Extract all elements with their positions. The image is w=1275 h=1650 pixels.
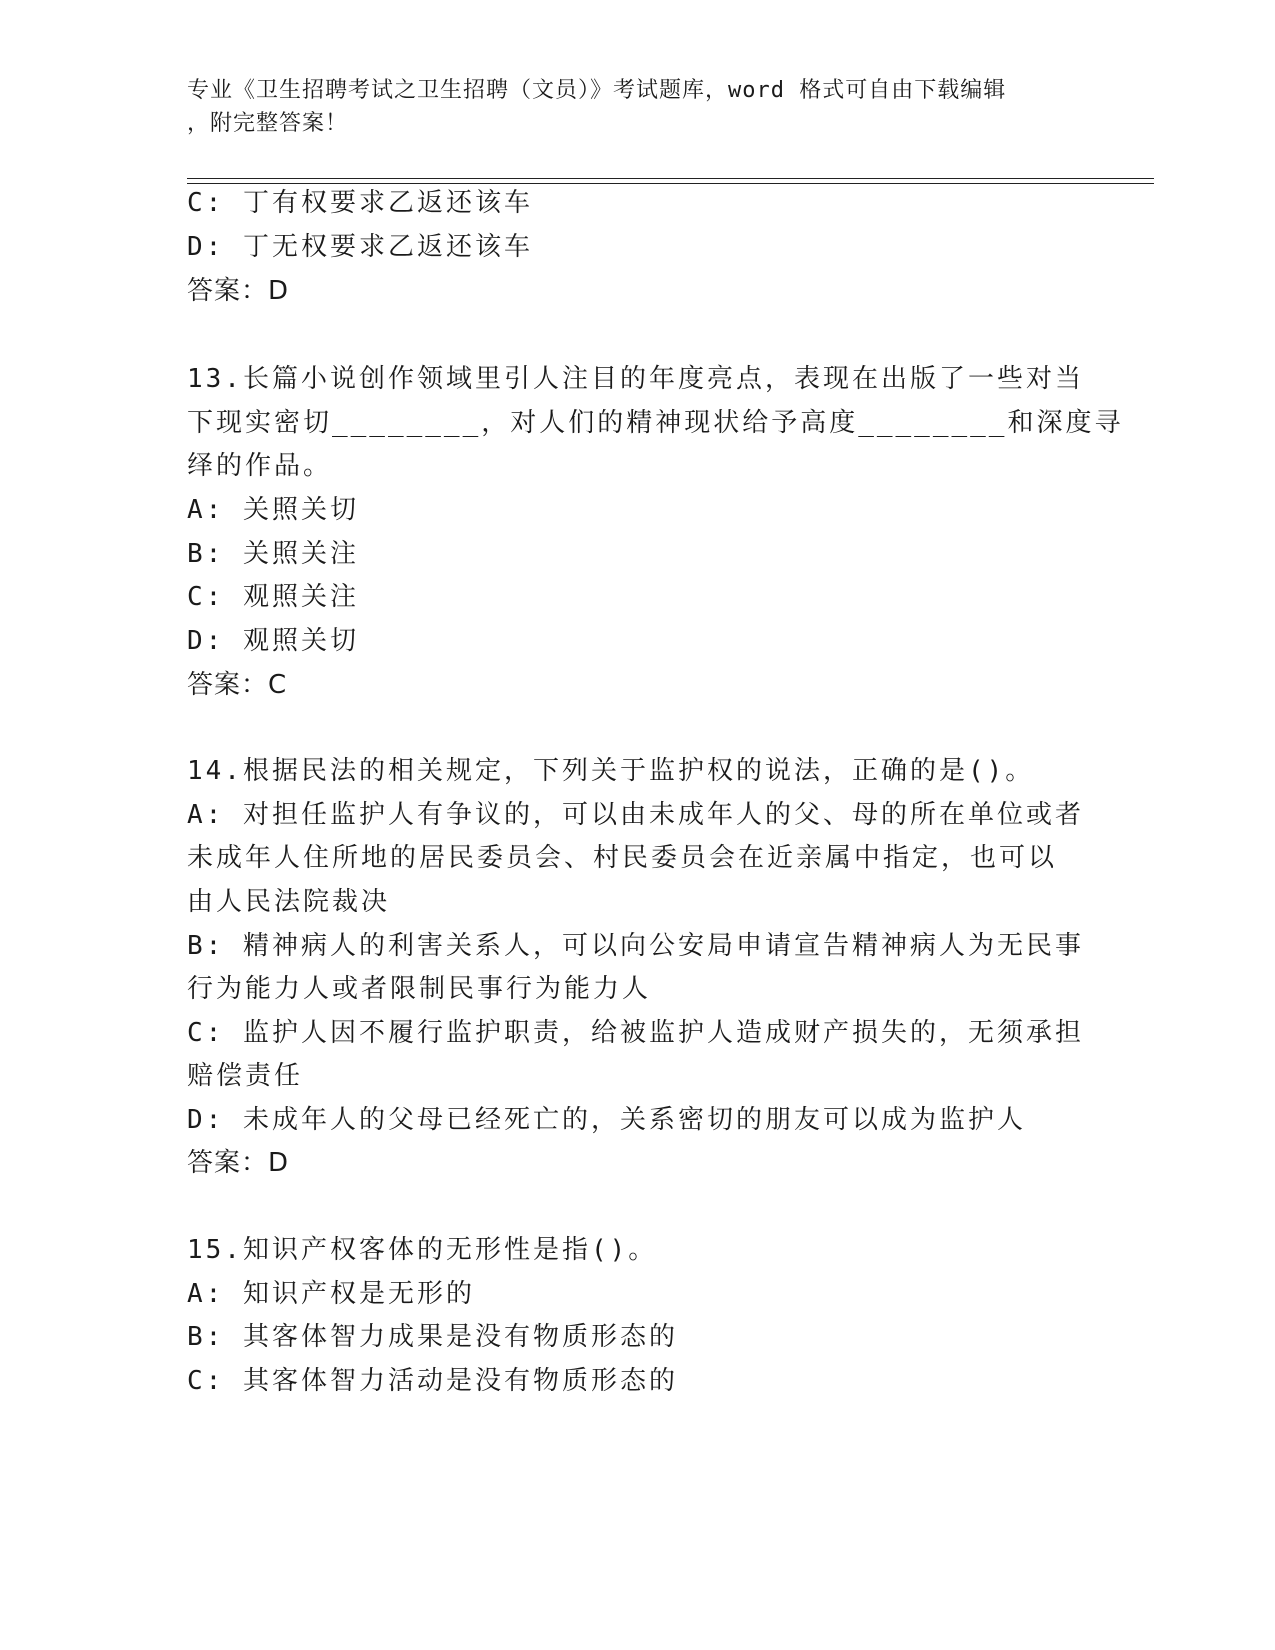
header-divider-bottom (187, 183, 1154, 184)
q12-option-d: D: 丁无权要求乙返还该车 (187, 232, 533, 262)
q13-stem-line-3: 绎的作品。 (187, 451, 333, 481)
q13-option-b: B: 关照关注 (187, 539, 359, 569)
q14-answer: 答案：D (187, 1148, 290, 1178)
q13-option-d: D: 观照关切 (187, 626, 359, 656)
document-header (187, 74, 1067, 140)
q14-option-c-line-2: 赔偿责任 (187, 1061, 304, 1091)
q13-stem-line-1: 13.长篇小说创作领域里引人注目的年度亮点，表现在出版了一些对当 (187, 364, 1084, 394)
q12-option-c: C: 丁有权要求乙返还该车 (187, 188, 533, 218)
q15-option-a: A: 知识产权是无形的 (187, 1279, 475, 1309)
q14-option-a-line-1: A: 对担任监护人有争议的，可以由未成年人的父、母的所在单位或者 (187, 800, 1084, 830)
header-line-2: ，附完整答案！ (187, 111, 349, 136)
q12-answer: 答案：D (187, 276, 290, 306)
header-divider-top (187, 178, 1154, 179)
q13-answer: 答案：C (187, 670, 288, 700)
header-line-1: 专业《卫生招聘考试之卫生招聘（文员）》考试题库，word 格式可自由下载编辑 (187, 78, 1007, 103)
q14-option-b-line-2: 行为能力人或者限制民事行为能力人 (187, 974, 652, 1004)
q15-option-b: B: 其客体智力成果是没有物质形态的 (187, 1322, 678, 1352)
q15-option-c: C: 其客体智力活动是没有物质形态的 (187, 1366, 678, 1396)
q15-stem: 15.知识产权客体的无形性是指()。 (187, 1235, 658, 1265)
q14-option-a-line-3: 由人民法院裁决 (187, 887, 391, 917)
q14-stem: 14.根据民法的相关规定，下列关于监护权的说法，正确的是()。 (187, 756, 1035, 786)
q14-option-d: D: 未成年人的父母已经死亡的，关系密切的朋友可以成为监护人 (187, 1105, 1026, 1135)
q14-option-b-line-1: B: 精神病人的利害关系人，可以向公安局申请宣告精神病人为无民事 (187, 931, 1084, 961)
q14-option-c-line-1: C: 监护人因不履行监护职责，给被监护人造成财产损失的，无须承担 (187, 1018, 1084, 1048)
q13-stem-line-2: 下现实密切________，对人们的精神现状给予高度________和深度寻 (187, 408, 1124, 438)
q13-option-a: A: 关照关切 (187, 495, 359, 525)
q13-option-c: C: 观照关注 (187, 582, 359, 612)
q14-option-a-line-2: 未成年人住所地的居民委员会、村民委员会在近亲属中指定，也可以 (187, 843, 1058, 873)
